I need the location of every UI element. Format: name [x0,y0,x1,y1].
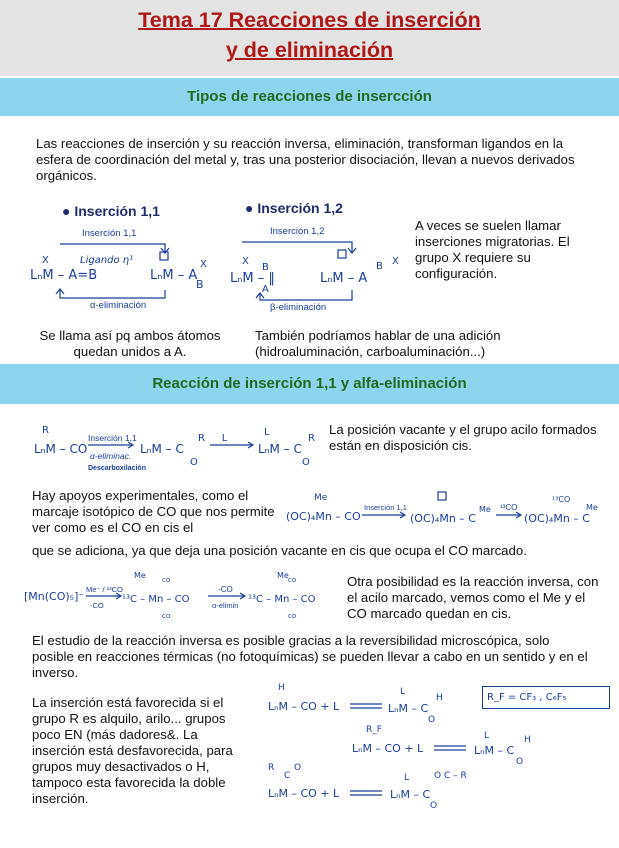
paragraph-microscopic-reversibility: El estudio de la reacción inversa es posible gracias a la reversibilidad microscópica, solo posible en reacciones térmicas (no fotoquímicas) se pueden llevar a cabo en un sentido y en el inverso. [32,633,588,680]
scheme3-product-Me: Me [277,571,289,580]
section1-heading: Tipos de reacciones de insercción [0,78,619,116]
scheme3-product: ¹³C – Mn – CO [248,594,316,605]
row1-product-H: H [436,693,443,703]
scheme1-R: R [42,425,49,436]
scheme1-product: LₙM – C [258,442,302,456]
ins11-product: LₙM – A [150,268,198,283]
ins11-arrow-bottom-label: α-eliminación [90,300,147,311]
ins11-reverse-arrow [60,290,165,298]
paragraph-isotope: Hay apoyos experimentales, como el marcaje isotópico de CO que nos permite ver como es el CO en cis el [32,488,275,535]
row3-product-CR: O C – R [434,771,467,781]
ins11-x-label: X [42,255,49,266]
row3-O: O [294,763,302,773]
ins12-arrow-bottom-label: β-eliminación [270,302,327,313]
row1-product-O: O [428,715,436,725]
scheme-insertion-11 [30,415,320,480]
ins12-b-label: B [262,262,269,273]
paragraph-cis-acyl: La posición vacante y el grupo acilo formados están en disposición cis. [329,422,597,453]
row1-reactant: LₙM – CO + L [268,700,340,713]
scheme1-intermediate-O: O [190,457,198,468]
page-title-line1: Tema 17 Reacciones de inserción [138,8,481,32]
scheme2-product: (OC)₄Mn – C [524,512,590,525]
ins12-vacancy-box [338,250,346,258]
scheme1-L-label: L [222,433,228,444]
scheme2-reactant: (OC)₄Mn – CO [286,510,361,523]
scheme1-reactant: LₙM – CO [34,442,88,456]
scheme2-reagent: ¹³CO [500,503,518,512]
row1-product: LₙM – C [388,702,429,715]
ins11-title: Inserción 1,1 [74,203,160,219]
scheme2-intermediate-Me: Me [479,505,491,514]
ins11-heading: ● Inserción 1,1 [62,203,160,219]
ins11-ligand-note: Ligando η¹ [80,255,134,266]
ins12-product: LₙM – A [320,271,368,286]
scheme1-intermediate-R: R [198,433,205,444]
row2-product-L: L [484,731,490,741]
scheme3-reagent-bottom: -CO [90,601,104,610]
row1-product-L: L [400,687,406,697]
scheme3-Me: Me [134,571,146,580]
ins12-reverse-arrow [260,290,352,300]
scheme2-arrow-label: Inserción 1,1 [364,503,407,512]
scheme3-intermediate: ¹³C – Mn – CO [122,594,190,605]
ins11-arrow-top-label: Inserción 1,1 [82,228,137,239]
ins11-product-x: X [200,259,207,270]
side-note: A veces se suelen llamar inserciones migratorias. El grupo X requiere su configuración. [415,218,570,281]
scheme2-vacancy-box [438,492,446,500]
scheme1-product-O: O [302,457,310,468]
note-left: Se llama así pq ambos átomos quedan unidos a A. [39,328,221,359]
scheme2-product-Me: Me [586,503,598,512]
row2-product-O: O [516,757,524,767]
rf-box: R_F = CF₃ , C₆F₅ [482,686,610,709]
row1-H: H [278,683,285,693]
scheme2-product-13co: ¹³CO [552,495,571,504]
ins12-a-label: A [262,284,269,295]
scheme3-reactant: [Mn(CO)₅]⁻ [24,590,85,603]
row3-R: R [268,763,275,773]
scheme1-product-L: L [264,427,270,438]
ins12-heading: ● Inserción 1,2 [245,200,343,216]
scheme1-sub-label: Descarboxilación [88,465,146,472]
row2-product-H: H [524,735,531,745]
ins12-title: Inserción 1,2 [257,200,343,216]
ins11-product-b: B [196,278,204,291]
intro-paragraph: Las reacciones de inserción y su reacción inversa, eliminación, transforman ligandos en la esfera de coordinación del metal y, tras una posterior disociación, llevan a nuevos derivados orgánicos. [36,136,575,183]
row3-product: LₙM – C [390,788,431,801]
scheme-favoured-insertions [262,682,612,812]
ins11-forward-arrow [60,244,165,252]
scheme-reverse-reaction [22,568,342,622]
ins12-product-b: B [376,261,383,272]
section2-heading: Reacción de inserción 1,1 y alfa-eliminación [0,364,619,404]
page-title-line2: y de eliminación [225,38,394,62]
insertion-schemes [20,222,420,322]
scheme3-product-co-top: co [288,576,297,584]
scheme3-co-top: co [162,576,171,584]
ins11-reactant: LₙM – A=B [30,268,98,283]
scheme3-product-co-bottom: co [288,612,297,620]
ins12-product-x: X [392,256,399,267]
row2-product: LₙM – C [474,744,515,757]
scheme3-elim-bottom: α-elimin [212,601,239,610]
ins12-x-label: X [242,256,249,267]
scheme1-top-label: Inserción 1,1 [88,433,137,443]
row3-product-L: L [404,773,410,783]
row3-reactant: LₙM – CO + L [268,787,340,800]
row2-RF: R_F [366,725,382,735]
scheme3-reagent-top: Me⁻ / ¹³CO [86,585,123,594]
row3-product-O: O [430,801,438,811]
scheme1-product-R: R [308,433,315,444]
paragraph-reverse: Otra posibilidad es la reacción inversa, con el acilo marcado, vemos como el Me y el CO marcado quedan en cis. [347,574,599,621]
scheme3-elim-top: -CO [218,585,233,594]
ins11-vacancy-box [160,252,168,260]
ins12-reactant: LₙM – ‖ [230,271,275,286]
scheme2-intermediate: (OC)₄Mn – C [410,512,476,525]
scheme-isotope-labelling [282,490,602,530]
ins12-arrow-top-label: Inserción 1,2 [270,226,325,237]
ins12-forward-arrow [242,242,352,252]
rf-box-wrapper [482,686,610,714]
paragraph-isotope-cont: que se adiciona, ya que deja una posición vacante en cis que ocupa el CO marcado. [32,543,527,558]
row2-reactant: LₙM – CO + L [352,742,424,755]
paragraph-favoured: La inserción está favorecida si el grupo R es alquilo, arilo... grupos poco EN (más dadores&. La inserción está desfavorecida, para grupos muy desactivados o H, tampoco esta favorecida la doble inserción. [32,695,233,806]
scheme1-intermediate: LₙM – C [140,442,184,456]
scheme3-co-bottom: co [162,612,171,620]
note-right: También podríamos hablar de una adición (hidroaluminación, carboaluminación...) [255,328,501,359]
row3-C: C [284,771,291,781]
scheme2-Me: Me [314,493,328,503]
scheme1-bottom-label: α-eliminac. [90,451,132,461]
